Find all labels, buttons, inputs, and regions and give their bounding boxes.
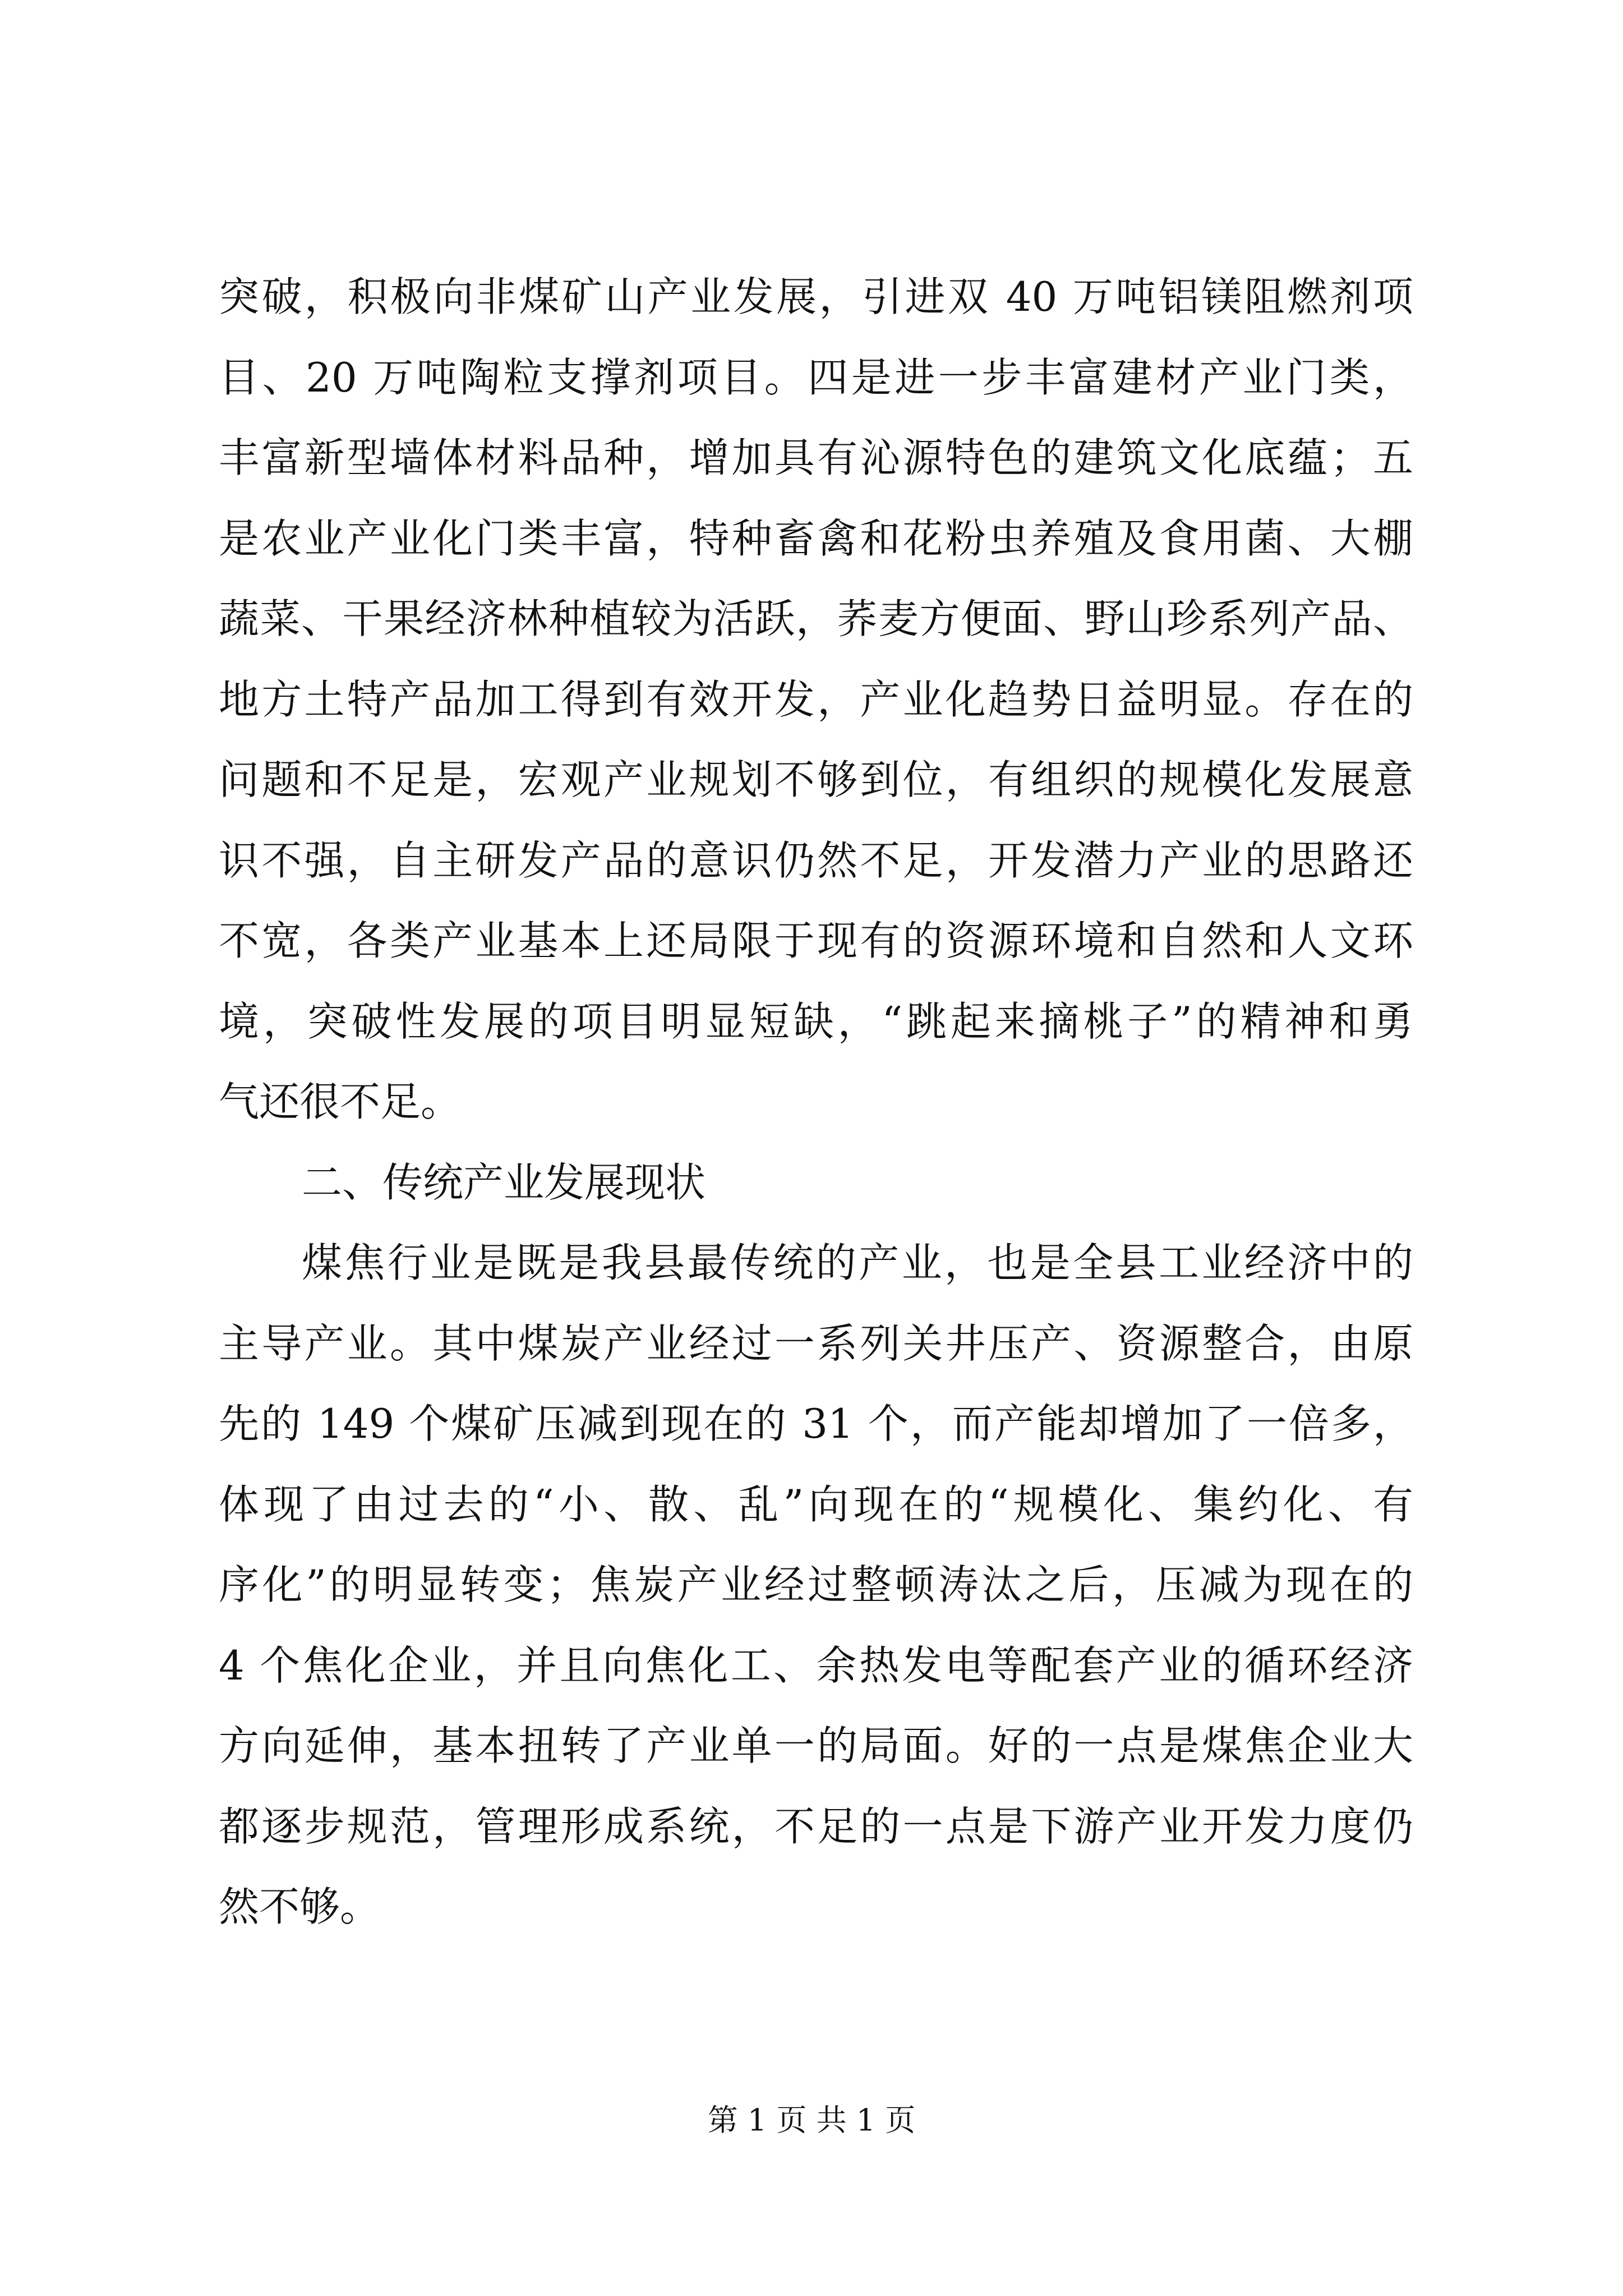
text-line: 不宽，各类产业基本上还局限于现有的资源环境和自然和人文环 — [219, 917, 1413, 964]
text-line: 是农业产业化门类丰富，特种畜禽和花粉虫养殖及食用菌、大棚 — [219, 514, 1413, 562]
text-line: 丰富新型墙体材料品种，增加具有沁源特色的建筑文化底蕴；五 — [219, 434, 1413, 481]
text-line: 然不够。 — [219, 1883, 381, 1930]
text-line: 突破，积极向非煤矿山产业发展，引进双 40 万吨铝镁阻燃剂项 — [219, 273, 1413, 320]
text-line: 地方土特产品加工得到有效开发，产业化趋势日益明显。存在的 — [219, 675, 1413, 723]
text-line: 识不强，自主研发产品的意识仍然不足，开发潜力产业的思路还 — [219, 836, 1413, 884]
text-line: 气还很不足。 — [219, 1078, 462, 1125]
text-line: 先的 149 个煤矿压减到现在的 31 个，而产能却增加了一倍多， — [219, 1400, 1413, 1447]
text-line: 方向延伸，基本扭转了产业单一的局面。好的一点是煤焦企业大 — [219, 1722, 1413, 1769]
text-line: 主导产业。其中煤炭产业经过一系列关井压产、资源整合，由原 — [219, 1319, 1413, 1367]
text-line: 境，突破性发展的项目明显短缺，“跳起来摘桃子”的精神和勇 — [219, 997, 1413, 1045]
text-line: 煤焦行业是既是我县最传统的产业，也是全县工业经济中的 — [302, 1239, 1413, 1286]
text-line: 都逐步规范，管理形成系统，不足的一点是下游产业开发力度仍 — [219, 1802, 1413, 1850]
page-footer: 第 1 页 共 1 页 — [707, 2102, 916, 2138]
text-line: 序化”的明显转变；焦炭产业经过整顿涛汰之后，压减为现在的 — [219, 1561, 1413, 1608]
document-body — [219, 257, 1413, 1948]
text-line: 目、20 万吨陶粒支撑剂项目。四是进一步丰富建材产业门类， — [219, 353, 1413, 401]
text-line: 问题和不足是，宏观产业规划不够到位，有组织的规模化发展意 — [219, 756, 1413, 803]
text-line: 体现了由过去的“小、散、乱”向现在的“规模化、集约化、有 — [219, 1480, 1413, 1528]
text-line: 蔬菜、干果经济林种植较为活跃，荞麦方便面、野山珍系列产品、 — [219, 595, 1413, 642]
text-line: 4 个焦化企业，并且向焦化工、余热发电等配套产业的循环经济 — [219, 1641, 1413, 1689]
section-heading: 二、传统产业发展现状 — [302, 1158, 706, 1206]
